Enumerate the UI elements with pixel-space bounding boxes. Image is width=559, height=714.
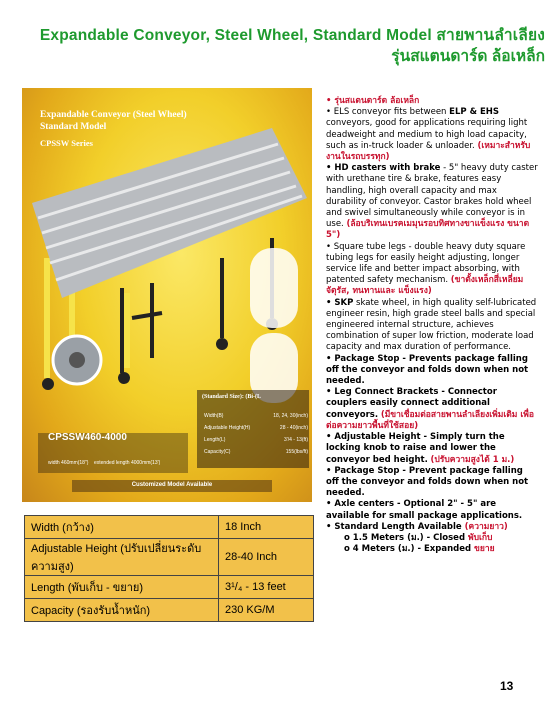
feature-item: • SKP skate wheel, in high quality self-lubricated engineer resin, high grade steel balls and special engineered internal structure, achieves combination of super low friction, moderate load capacity and max duration of performance. <box>326 297 537 353</box>
spec-row-capacity <box>25 599 314 622</box>
product-photo <box>22 88 312 502</box>
feature-item: • รุ่นสแตนดาร์ด ล้อเหล็ก <box>326 96 420 106</box>
feature-item: • Leg Connect Brackets - Connector couplers easily connect additional conveyors. (มีขาเชื่อมต่อสายพานลำเลียงเพิ่มเติม เพื่อต่อความยาวพื้นที่ใช้สอย) <box>326 387 534 431</box>
spec-label: Capacity (รองรับน้ำหนัก) <box>25 599 219 622</box>
customized-caption: Customized Model Available <box>131 482 213 488</box>
spec-panel-row: Adjustable Height(H) 28 - 40(inch) <box>204 425 308 431</box>
feature-item: • HD casters with brake - 5" heavy duty caster with urethane tire & brake, features easy handling, high overall capacity and max durability of conveyor. Castor brakes hold wheel and swivel simultaneously while conveyor is in use. (ล้อบริเทนเบรคเมมุนรอบทิศทางขาแข็งแรง ขนาด 5") <box>326 163 538 241</box>
spec-table <box>24 515 314 622</box>
length-option: o 1.5 Meters (ม.) - Closed พับเก็บ <box>344 532 493 543</box>
spec-value: 28-40 Inch <box>219 539 314 576</box>
spec-label: Width (กว้าง) <box>25 516 219 539</box>
feature-item: • Package Stop - Prevent package falling off the conveyor and folds down when not needed. <box>326 465 529 499</box>
dimensions-caption: width 460mm(18") extended length 4000mm(13') <box>48 460 161 466</box>
feature-item: • Adjustable Height - Simply turn the locking knob to raise and lower the conveyor bed height. (ปรับความสูงได้ 1 ม.) <box>326 432 515 465</box>
page-number: 13 <box>500 679 514 693</box>
spec-value: 230 KG/M <box>219 599 314 622</box>
spec-label: Length (พับเก็บ - ขยาย) <box>25 576 219 599</box>
feature-item: • ELS conveyor fits between ELP & EHS conveyors, good for applications requiring light deadweight and medium to high load capacity, such as in-truck loader & unloader. (เหมาะสำหรับงานในรถบรรทุก) <box>326 107 531 163</box>
spec-value: 3¹/₄ - 13 feet <box>219 576 314 599</box>
page-subtitle: รุ่นสแตนดาร์ด ล้อเหล็ก <box>391 48 545 65</box>
spec-panel-rows <box>204 410 308 458</box>
feature-item: • Standard Length Available (ความยาว) <box>326 521 508 532</box>
page-title: Expandable Conveyor, Steel Wheel, Standard Model สายพานลำเลียง <box>39 27 545 44</box>
photo-series: CPSSW Series <box>40 138 93 148</box>
photo-heading: Expandable Conveyor (Steel Wheel) <box>40 110 187 120</box>
feature-item: • Axle centers - Optional 2" - 5" are available for small package applications. <box>326 499 523 521</box>
spec-row-length <box>25 576 314 599</box>
feature-list <box>326 96 538 555</box>
spec-panel-row: Length(L) 3'/4 - 13(ft) <box>204 437 308 443</box>
model-number: CPSSW460-4000 <box>48 432 127 443</box>
spec-label: Adjustable Height (ปรับเปลี่ยนระดับความสูง) <box>25 539 219 576</box>
feature-item: • Package Stop - Prevents package falling off the conveyor and folds down when not needed. <box>326 353 529 387</box>
spec-panel-row: Capacity(C) 155(lbs/ft) <box>204 449 308 455</box>
spec-panel-row: Width(B) 18, 24, 30(inch) <box>204 413 308 419</box>
length-option: o 4 Meters (ม.) - Expanded ขยาย <box>344 544 495 555</box>
bracket-detail <box>250 248 298 328</box>
spec-row-width <box>25 516 314 539</box>
spec-row-height <box>25 539 314 576</box>
standard-size-label: (Standard Size): (Bi-(L <box>202 394 262 400</box>
spec-value: 18 Inch <box>219 516 314 539</box>
feature-item: • Square tube legs - double heavy duty square tubing legs for easily height adjusting, longer service life and better impact absorbing, with patented safety mechanism. (ขาตั้งเหล็กสี่เหลี่ยมจัตุรัส, ทนทานและ แข็งแรง) <box>326 241 526 297</box>
photo-heading-model: Standard Model <box>40 122 107 132</box>
